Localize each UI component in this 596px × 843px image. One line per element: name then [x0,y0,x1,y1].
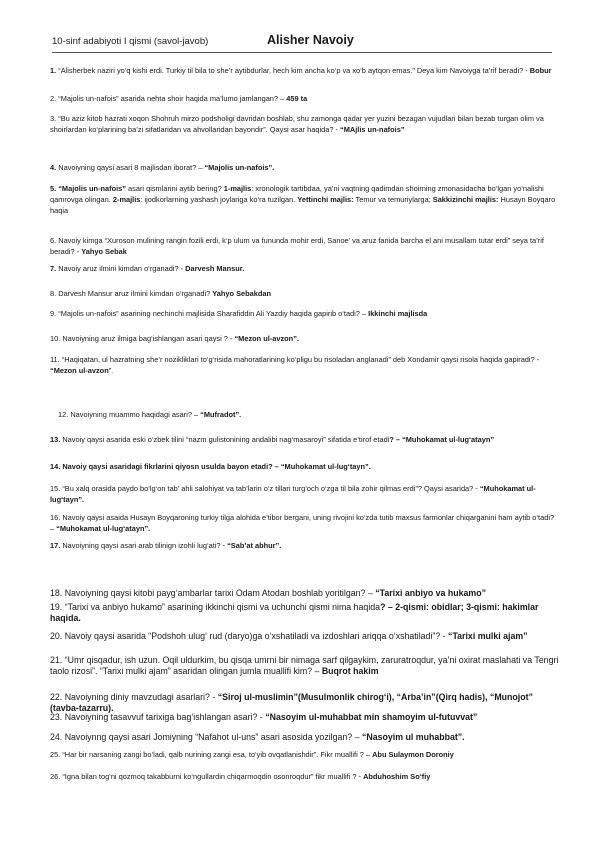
question-text: “Majolis un-nafois” asarida nehta shoir haqida ma’lumo jamlangan? – [58,94,287,103]
question-item [50,264,560,275]
question-item [50,750,560,761]
answer-text: ? – 2-qismi: obidlar; 3-qismi: hakimlar haqida. [50,602,539,624]
question-item [50,114,560,136]
question-text: Darvesh Mansur aruz ilmini kimdan o‘rganadi? [58,289,213,298]
question-item [50,513,560,535]
answer-text: “Mufradot”. [200,410,242,419]
question-item [50,712,560,723]
question-item [50,66,560,77]
question-text: Navoiyning muammo haqidagi asari? – [70,410,201,419]
question-number: 9. [50,309,57,318]
question-number: 15. [50,484,61,493]
question-text: “Haqiqatan, ul hazratning she’r nozikliklari to‘g‘risida mahoratlarining ko‘pligu bu risoladan anglanadi” deb Xondamir qaysi risola haqida gapiradi? - [61,355,540,364]
question-text: “Bu xalq orasida paydo bo‘lg‘on tab’ ahli salohiyat va tab’larin o‘z tillari turg‘och o‘zga til bila zohir qilmas erdi”? Qaysi asarida? - [62,484,480,493]
question-text: Navoiynng qaysi asari Jomiyning “Nafahot ul-uns” asari asosida yozilgan? – [64,732,362,742]
question-number: 21. [50,655,63,665]
question-item [50,236,560,258]
question-text: “Alisherbek naziri yo‘q kishi erdi. Turkiy til bila to she’r aytibdurlar, hech kim ancha ko‘p va xo‘b aytqon emas.” Deya kim Navoiyga ta’rif beradi? - [58,66,530,75]
question-item [50,655,560,677]
question-text: Navoiyning diniy mavzudagi asarlari? - [64,692,218,702]
question-number: 16. [50,513,61,522]
question-number: 23. [50,712,63,722]
question-text: asari qismlarini aytib bering? [125,184,224,193]
answer-text: Abu Sulaymon Doroniy [372,750,454,759]
answer-text: Yettinchi majlis: [297,194,354,204]
question-text: Navoiyning qaysi asari arab tilinign izohli lug‘ati? - [62,541,228,550]
question-item [50,462,560,473]
answer-text: Navoiy qaysi asaridagi fikrlarini qiyosn usulda bayon etadi? – “Muhokamat ul-lug‘tayn”. [62,462,371,471]
question-number: 2. [50,94,57,103]
answer-text: 459 ta [286,94,308,103]
question-number: 8. [50,289,57,298]
question-item [50,588,560,599]
answer-text: “Muhokamat ul-lug‘atayn”. [56,523,151,533]
answer-text: “MAjlis un-nafois” [340,124,405,134]
answer-text: “Mezon ul-avzon [50,365,109,375]
answer-text: ? – “Muhokamat ul-lug‘atayn” [389,435,495,444]
question-item [50,732,560,743]
question-number: 11. [50,355,60,364]
question-text: Navoiy kimga “Xuroson mulining rangin fozili erdi, k‘p ulum va fununda mohir erdi, Sanoe’ va aruz fanida barcha el ani musallam tutar erdi” seya ta’rif beradi? - [50,236,544,256]
question-item [50,355,560,377]
question-number: 5. [50,184,57,193]
question-number: 18. [50,588,63,598]
question-text: Husayn Boyqaro haqia [50,194,556,215]
question-text: Navoiy aruz ilmini kimdan o‘rganadi? - [58,264,186,273]
answer-text: Yahyo Sebak [81,246,127,256]
page-header [52,34,552,53]
question-number: 22. [50,692,63,702]
question-number: 25. [50,750,61,759]
answer-text: “Muhokamat ul-lug‘tayn”. [50,484,536,504]
answer-text: 2-majlis [112,194,141,204]
question-number: 13. [50,435,61,444]
answer-text: “Siroj ul-muslimin”(Musulmonlik chirog‘i), “Arba’in”(Qirq hadis), “Munojot” (tavba-tazarru). [50,692,533,714]
answer-text: Abduhoshim So‘fiy [363,772,431,781]
question-text: Temur va temuriylarga; [353,194,433,204]
question-text: “Umr qisqadur, ish uzun. Oqil uldurkim, bu qisqa umrni bir nimaga sarf qilgaykim, zaruratroqdur, ya’ni oxirat maslahati va Tengri taolo rizosi”. “Tarixi mulki ajam” asaridan olingan jumla muallifi kim? – [50,655,559,677]
header-title: Alisher Navoiy [267,33,354,47]
answer-text: “Nasoyim ul-muhabbat min shamoyim ul-futuvvat” [265,712,478,722]
question-text: Navoiyning qaysi asari 8 majlisdan iborat? – [58,163,205,172]
question-text: Navoiyning tasavvuf tarixiga bag‘ishlangan asari? - [64,712,266,722]
question-number: 26. [50,772,61,781]
answer-text: 1-majlis [223,184,252,193]
question-text: “Bu aziz kitob hazrati xoqon Shohruh mirzo podsholigi davridan boshlab, shu zamonga qadar yer yuzini bezagan vujudlari bilan bezab turgan olim va shoirlardan ko‘plarining ba’zi sifatlaridan va ahvollaridan bayondir”. Qaysi asar haqida? - [50,114,544,134]
answer-text: Darvesh Mansur. [185,264,245,273]
question-number: 1. [50,66,57,75]
question-item [50,541,560,552]
answer-text: Bobur [529,66,552,75]
answer-text: “Nasoyim ul muhabbat”. [361,732,465,742]
question-item [50,602,560,624]
answer-text: Sakkizinchi majlis: [432,194,499,204]
question-text: Navoiyning aruz ilmiga bag‘ishlangan asari qaysi ? - [62,334,235,343]
question-text: Navoiyning qaysi kitobi payg‘ambarlar tarixi Odam Atodan boshlab yoritilgan? – [64,588,376,598]
question-text: : xronologik tartibdaa, ya’ni vaqtning qadimdan shoirning zmonasidacha bo‘lgan yo‘nalishi qamrovga olingan. [50,184,544,204]
question-number: 3. [50,114,57,123]
question-item [50,772,560,783]
question-number: 6. [50,236,57,245]
question-item [50,631,560,642]
answer-text: “Mezon ul-avzon”. [234,334,299,343]
question-number: 4. [50,163,57,172]
question-item [50,334,560,345]
answer-text: “Majolis un-nafois” [58,184,126,193]
answer-text: Ikkinchi majlisda [368,309,428,318]
question-text: Navoiy qaysi asaida Husayn Boyqaroning turkiy tilga alohida e’tibor bergani, uning rivojini ko‘zda tutib maxsus farmonlar chiqarganini ham aytib o‘tadi? – [50,513,555,533]
question-number: 12. [58,410,69,419]
question-number: 19. [50,602,63,612]
question-text: Navoiy qaysi asarida “Podshoh ulug‘ rud (daryo)ga o‘xshatiladi va izdoshlari ariqqa o‘xshatiladi”? - [64,631,449,641]
question-number: 20. [50,631,63,641]
question-item [58,410,568,421]
question-item [50,309,560,320]
question-number: 10. [50,334,61,343]
question-text: “Igna bilan tog‘ni qozmoq takabburni ko‘ngullardin chiqarmoqdin osonroqdur” fikr muallifi ? - [62,772,364,781]
answer-text: “Tarixi anbiyo va hukamo” [375,588,487,598]
question-item [50,94,560,105]
question-number: 24. [50,732,63,742]
answer-text: “Tarixi mulki ajam” [448,631,528,641]
question-text: “Majolis un-nafois” asarining nechinchi majlisida Sharafiddin Ali Yazdiy haqida gapirib o‘tadi? – [58,309,369,318]
question-number: 7. [50,264,57,273]
answer-text: Buqrot hakim [321,666,379,677]
header-subject: 10-sinf adabiyoti I qismi (savol-javob) [52,36,209,47]
question-item [50,289,560,300]
question-item [50,435,560,446]
answer-text: “Sab’at abhur”. [227,541,282,550]
question-item [50,484,560,506]
question-number: 17. [50,541,61,550]
question-number: 14. [50,462,61,471]
question-text: “Har bir narsaning zangi bo‘ladi, qalb nurining zangi esa, to‘yib ovqatlanishdir”. Fikr muallifi ? – [62,750,373,759]
question-text: ”. [108,365,114,375]
question-text: Navoiy qaysi asarida eski o‘zbek tilini “nazm gulistonining andalibi nag‘masaroyi” sifatida e’tirof etadi [62,435,390,444]
question-item [50,184,560,216]
question-text: “Tarixi va anbiyo hukamo” asarining ikkinchi qismi va uchunchi qismi nima haqida [64,602,381,612]
question-text: : ijodkorlarning yashash joylariga ko‘ra tuzilgan. [140,194,298,204]
question-item [50,163,560,174]
answer-text: “Majolis un-nafois”. [204,163,275,172]
answer-text: Yahyo Sebakdan [212,289,272,298]
